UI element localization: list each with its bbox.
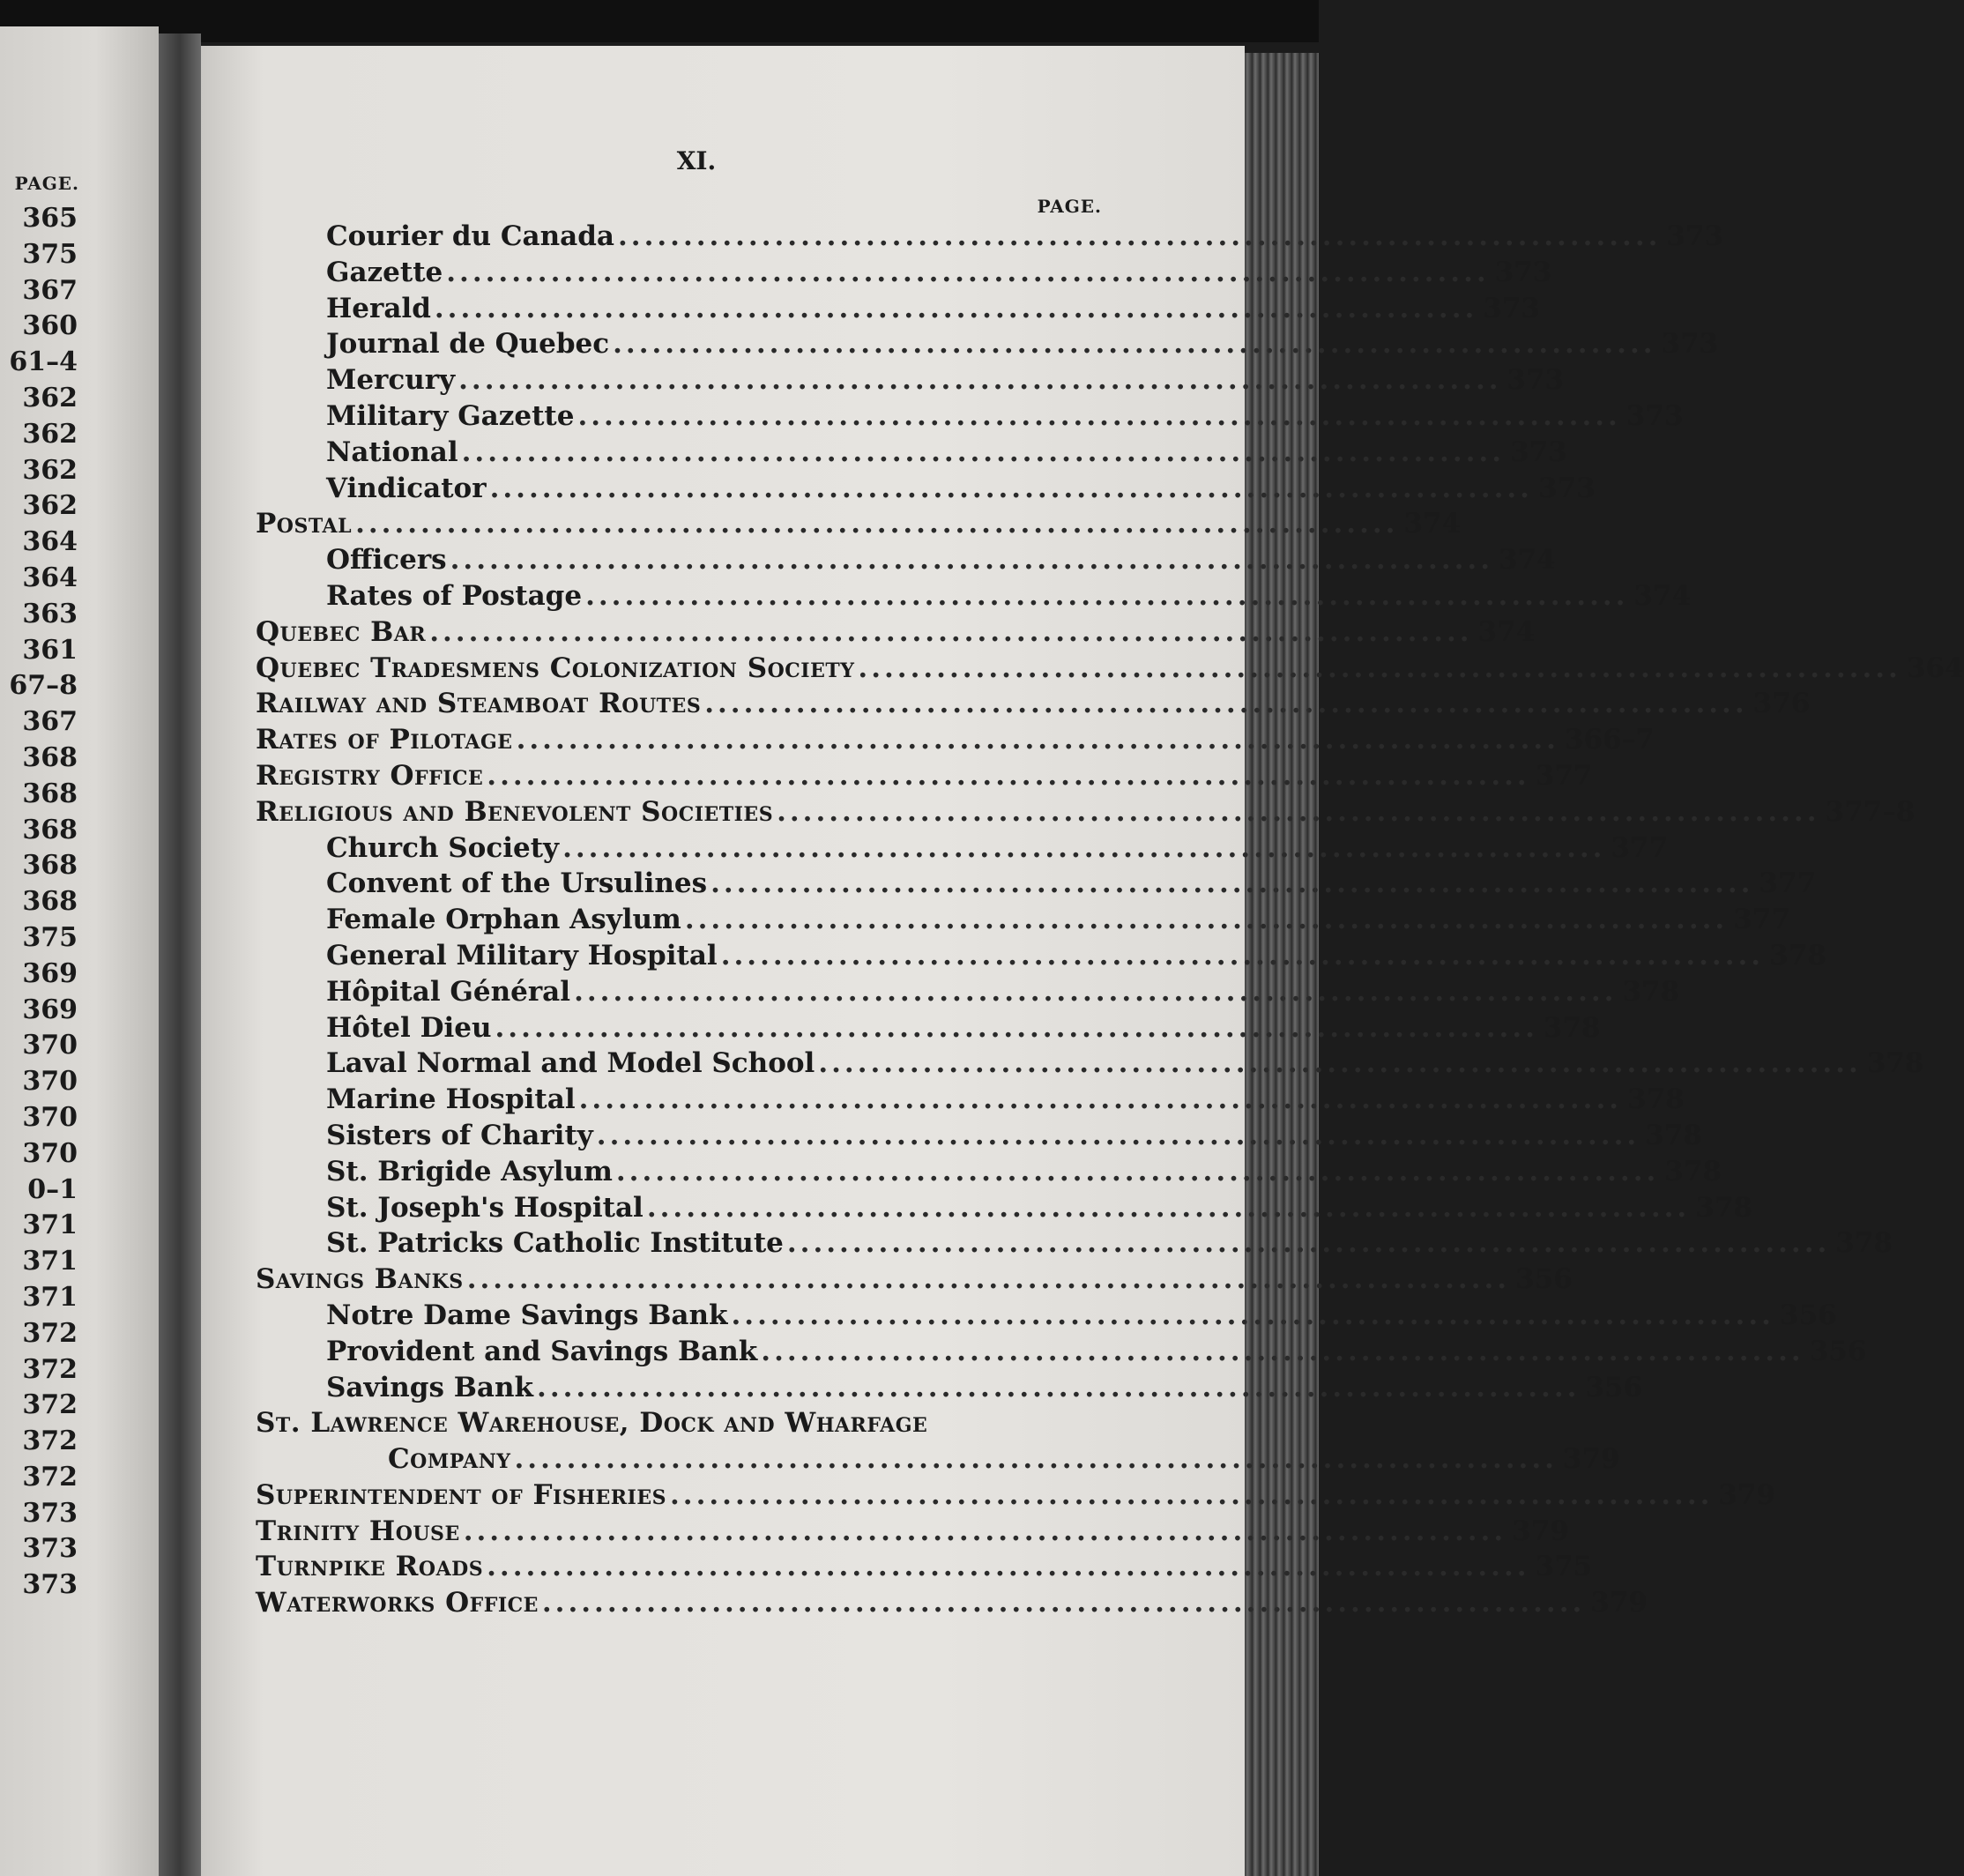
entry-title: Turnpike Roads: [256, 1551, 484, 1583]
entry-title: Trinity House: [256, 1515, 460, 1547]
dot-leader: ................................................................................: [710, 867, 1754, 900]
index-entry-sub: [326, 1010, 1601, 1046]
index-entry-sub: [326, 1298, 1837, 1334]
dot-leader: ................................................................................: [461, 436, 1506, 468]
index-entry-sub: [326, 938, 1826, 974]
dot-leader: ................................................................................: [429, 615, 1473, 648]
left-page-number: 67–8: [9, 670, 78, 702]
entry-title: Postal: [256, 508, 353, 540]
dot-leader: ................................................................................: [646, 1191, 1691, 1224]
page-column-header: PAGE.: [1037, 196, 1102, 217]
index-entry-sub: [326, 326, 1719, 362]
dot-leader: ................................................................................: [613, 328, 1656, 361]
entry-page-number: 377: [1733, 904, 1790, 936]
dot-leader: ................................................................................: [596, 1119, 1640, 1151]
index-entry-sub: [326, 435, 1567, 471]
index-entry-sub: [326, 542, 1556, 578]
left-page-number: 362: [22, 382, 78, 413]
left-page-number: 368: [22, 778, 78, 809]
dot-leader: ................................................................................: [434, 292, 1478, 324]
entry-page-number: 377: [1611, 831, 1669, 864]
index-entry-heading: [256, 1478, 1776, 1514]
entry-page-number: 378: [1866, 1047, 1924, 1080]
entry-page-number: 373: [1494, 256, 1552, 288]
dot-leader: ................................................................................: [537, 1371, 1581, 1403]
index-entry-heading: [0, 1405, 1319, 1441]
dot-leader: ................................................................................: [489, 472, 1533, 504]
dot-leader: ................................................................................: [684, 904, 1729, 936]
entry-title: Church Society: [326, 831, 560, 864]
left-page-number: 365: [22, 203, 78, 234]
dot-leader: ................................................................................: [818, 1047, 1862, 1080]
entry-title: Notre Dame Savings Bank: [326, 1299, 728, 1331]
entry-title: Rates of Postage: [326, 579, 583, 612]
entry-title: Savings Bank: [326, 1371, 534, 1403]
entry-page-number: 379: [1718, 1478, 1776, 1511]
index-entry-heading: [256, 1262, 1573, 1298]
entry-title: Military Gazette: [326, 399, 575, 432]
entry-page-number: 364: [1906, 651, 1964, 684]
dot-leader: ................................................................................: [670, 1478, 1714, 1511]
index-entry-heading: [256, 1514, 1569, 1550]
entry-title: Sisters of Charity: [326, 1119, 593, 1151]
dot-leader: ................................................................................: [777, 795, 1820, 828]
entry-title: Registry Office: [256, 759, 484, 792]
index-entry-heading: [256, 722, 1655, 758]
left-page-number: 61–4: [9, 346, 78, 378]
entry-page-number: 373: [1483, 292, 1541, 324]
entry-title: Journal de Quebec: [326, 328, 610, 361]
left-page-number: 375: [22, 238, 78, 270]
entry-page-number: 356: [1779, 1299, 1837, 1331]
index-entry-sub: [326, 291, 1541, 327]
index-entry-sub: [326, 578, 1692, 614]
index-entry-heading: [256, 506, 1462, 542]
entry-title: Convent of the Ursulines: [326, 867, 708, 900]
dot-leader: ................................................................................: [720, 939, 1765, 972]
entry-title: National: [326, 436, 458, 468]
left-page-number: 367: [22, 706, 78, 738]
dot-leader: ................................................................................: [514, 1443, 1558, 1476]
index-entry-sub: [326, 1190, 1752, 1226]
index-entry-sub: [326, 1370, 1643, 1406]
left-page-number: 370: [22, 1066, 78, 1098]
dot-leader: ................................................................................: [704, 688, 1748, 720]
entry-title: Rates of Pilotage: [256, 724, 513, 756]
entry-title: Gazette: [326, 256, 443, 288]
index-entry-sub: [326, 1225, 1893, 1262]
dot-leader: ................................................................................: [574, 975, 1618, 1008]
left-page-number: 373: [22, 1533, 78, 1565]
left-page-number: 368: [22, 741, 78, 773]
left-page-number: 373: [22, 1569, 78, 1601]
entry-page-number: 378: [1627, 1083, 1685, 1116]
index-entry-sub: [326, 974, 1680, 1010]
entry-page-number: 379: [1590, 1587, 1648, 1619]
entry-page-number: 377: [1759, 867, 1817, 900]
entry-title: Mercury: [326, 364, 456, 397]
left-page-number: 364: [22, 526, 78, 558]
entry-title: Hôpital Général: [326, 975, 571, 1008]
left-page-number: 370: [22, 1030, 78, 1061]
left-page-number: 372: [22, 1353, 78, 1385]
left-page-number: 361: [22, 634, 78, 666]
dot-leader: ................................................................................: [446, 256, 1490, 288]
left-page-number: 368: [22, 814, 78, 845]
entry-title: Courier du Canada: [326, 220, 614, 252]
left-page-number: 370: [22, 1101, 78, 1133]
entry-page-number: 356: [1809, 1335, 1867, 1367]
entry-title: Religious and Benevolent Societies: [256, 795, 774, 828]
entry-title: Female Orphan Asylum: [326, 904, 681, 936]
left-page-header: PAGE.: [14, 173, 79, 194]
index-entry-sub: [326, 902, 1790, 938]
index-entry-heading: [256, 794, 1916, 830]
entry-title: St. Brigide Asylum: [326, 1155, 613, 1187]
entry-page-number: 378: [1664, 1155, 1722, 1187]
dot-leader: ................................................................................: [731, 1299, 1774, 1331]
dot-leader: ................................................................................: [761, 1335, 1804, 1367]
index-entry-sub: [326, 830, 1669, 867]
entry-title: Herald: [326, 292, 431, 324]
index-entry-heading: [256, 651, 1964, 687]
entry-page-number: 378: [1645, 1119, 1702, 1151]
dot-leader: ................................................................................: [615, 1155, 1660, 1187]
entry-title: General Military Hospital: [326, 939, 718, 972]
index-entry-sub: [326, 398, 1684, 435]
page-folio: XI.: [676, 146, 717, 175]
left-page-number: 0–1: [27, 1173, 78, 1205]
entry-page-number: 378: [1835, 1227, 1893, 1260]
index-entry-heading: [256, 758, 1593, 794]
dot-leader: ................................................................................: [858, 651, 1901, 684]
entry-page-number: 378: [1622, 975, 1680, 1008]
entry-page-number: 374: [1633, 579, 1692, 612]
entry-title: Hôtel Dieu: [326, 1011, 492, 1044]
index-entry-sub: [326, 1154, 1722, 1190]
entry-page-number: 373: [1510, 436, 1567, 468]
entry-title: Vindicator: [326, 472, 487, 504]
dot-leader: ................................................................................: [487, 1551, 1530, 1583]
left-page-number: 362: [22, 418, 78, 450]
dot-leader: ................................................................................: [487, 759, 1530, 792]
index-entry-sub: [326, 1082, 1685, 1118]
entry-page-number: 379: [1512, 1515, 1569, 1547]
entry-page-number: 373: [1666, 220, 1724, 252]
entry-page-number: 373: [1626, 399, 1684, 432]
dot-leader: ................................................................................: [618, 220, 1662, 252]
dot-leader: ................................................................................: [495, 1011, 1538, 1044]
dot-leader: ................................................................................: [786, 1227, 1831, 1260]
entry-page-number: 373: [1506, 364, 1565, 397]
left-page-number: 362: [22, 454, 78, 486]
index-entry-sub: [326, 471, 1596, 507]
dot-leader: ................................................................................: [585, 579, 1629, 612]
dot-leader: ................................................................................: [541, 1587, 1586, 1619]
left-page-number: 363: [22, 598, 78, 629]
entry-page-number: 378: [1543, 1011, 1601, 1044]
entry-page-number: 373: [1661, 328, 1719, 361]
entry-title: Superintendent of Fisheries: [256, 1478, 666, 1511]
left-page-number: 369: [22, 957, 78, 989]
index-entry-sub: [388, 1441, 1620, 1478]
entry-page-number: 366–7: [1564, 724, 1655, 756]
index-entry-sub: [326, 1334, 1867, 1370]
index-entry-sub: [326, 219, 1724, 255]
left-page-number: 370: [22, 1137, 78, 1169]
entry-title: Marine Hospital: [326, 1083, 576, 1116]
entry-page-number: 356: [1585, 1371, 1643, 1403]
left-page-number: 367: [22, 274, 78, 306]
left-page-number: 368: [22, 886, 78, 918]
index-entry-heading: [256, 1549, 1593, 1585]
left-page-number: 371: [22, 1246, 78, 1277]
entry-page-number: 374: [1403, 508, 1462, 540]
left-page-number: 373: [22, 1497, 78, 1529]
entry-title: Company: [388, 1443, 511, 1476]
left-page-number: 372: [22, 1317, 78, 1349]
left-page-number: 360: [22, 310, 78, 342]
dot-leader: ................................................................................: [577, 399, 1621, 432]
left-page-number: 372: [22, 1389, 78, 1421]
left-page-number: 364: [22, 562, 78, 593]
dot-leader: ................................................................................: [458, 364, 1502, 397]
entry-page-number: 378: [1769, 939, 1826, 972]
index-entries: [0, 219, 1964, 1621]
entry-page-number: 374: [1499, 544, 1556, 577]
index-entry-sub: [326, 1118, 1702, 1154]
entry-page-number: 379: [1562, 1443, 1620, 1476]
index-entry-heading: [256, 614, 1536, 651]
dot-leader: ................................................................................: [463, 1515, 1507, 1547]
dot-leader: ................................................................................: [578, 1083, 1623, 1116]
entry-title: Laval Normal and Model School: [326, 1047, 815, 1080]
entry-title: Quebec Bar: [256, 615, 427, 648]
entry-page-number: 374: [1477, 615, 1536, 648]
entry-title: St. Lawrence Warehouse, Dock and Wharfage: [256, 1407, 928, 1440]
index-entry-sub: [326, 362, 1565, 398]
index-entry-heading: [256, 1585, 1648, 1621]
left-page-number: 362: [22, 490, 78, 522]
left-page-number: 372: [22, 1461, 78, 1493]
entry-title: St. Joseph's Hospital: [326, 1191, 644, 1224]
left-page-number: 368: [22, 850, 78, 882]
left-page-number: 372: [22, 1426, 78, 1457]
entry-title: Railway and Steamboat Routes: [256, 688, 702, 720]
entry-title: Quebec Tradesmens Colonization Society: [256, 651, 855, 684]
entry-page-number: 377–8: [1825, 795, 1916, 828]
left-page-number: 369: [22, 994, 78, 1025]
dot-leader: ................................................................................: [355, 508, 1399, 540]
left-page-number: 375: [22, 921, 78, 953]
index-entry-sub: [326, 255, 1552, 291]
left-page-number: 371: [22, 1210, 78, 1241]
entry-title: Savings Banks: [256, 1263, 464, 1296]
entry-page-number: 356: [1515, 1263, 1573, 1296]
index-entry-sub: [326, 866, 1817, 902]
dot-leader: ................................................................................: [562, 831, 1606, 864]
entry-page-number: 376: [1752, 688, 1811, 720]
entry-title: Waterworks Office: [256, 1587, 539, 1619]
dot-leader: ................................................................................: [466, 1263, 1511, 1296]
entry-page-number: 378: [1695, 1191, 1752, 1224]
entry-page-number: 373: [1537, 472, 1596, 504]
index-entry-sub: [326, 1046, 1924, 1082]
entry-title: Officers: [326, 544, 447, 577]
entry-page-number: 375: [1535, 1551, 1593, 1583]
dot-leader: ................................................................................: [450, 544, 1494, 577]
entry-title: St. Patricks Catholic Institute: [326, 1227, 784, 1260]
left-page-number: 371: [22, 1281, 78, 1313]
index-entry-heading: [256, 686, 1811, 722]
entry-title: Provident and Savings Bank: [326, 1335, 758, 1367]
entry-page-number: 377: [1535, 759, 1593, 792]
dot-leader: ................................................................................: [516, 724, 1559, 756]
